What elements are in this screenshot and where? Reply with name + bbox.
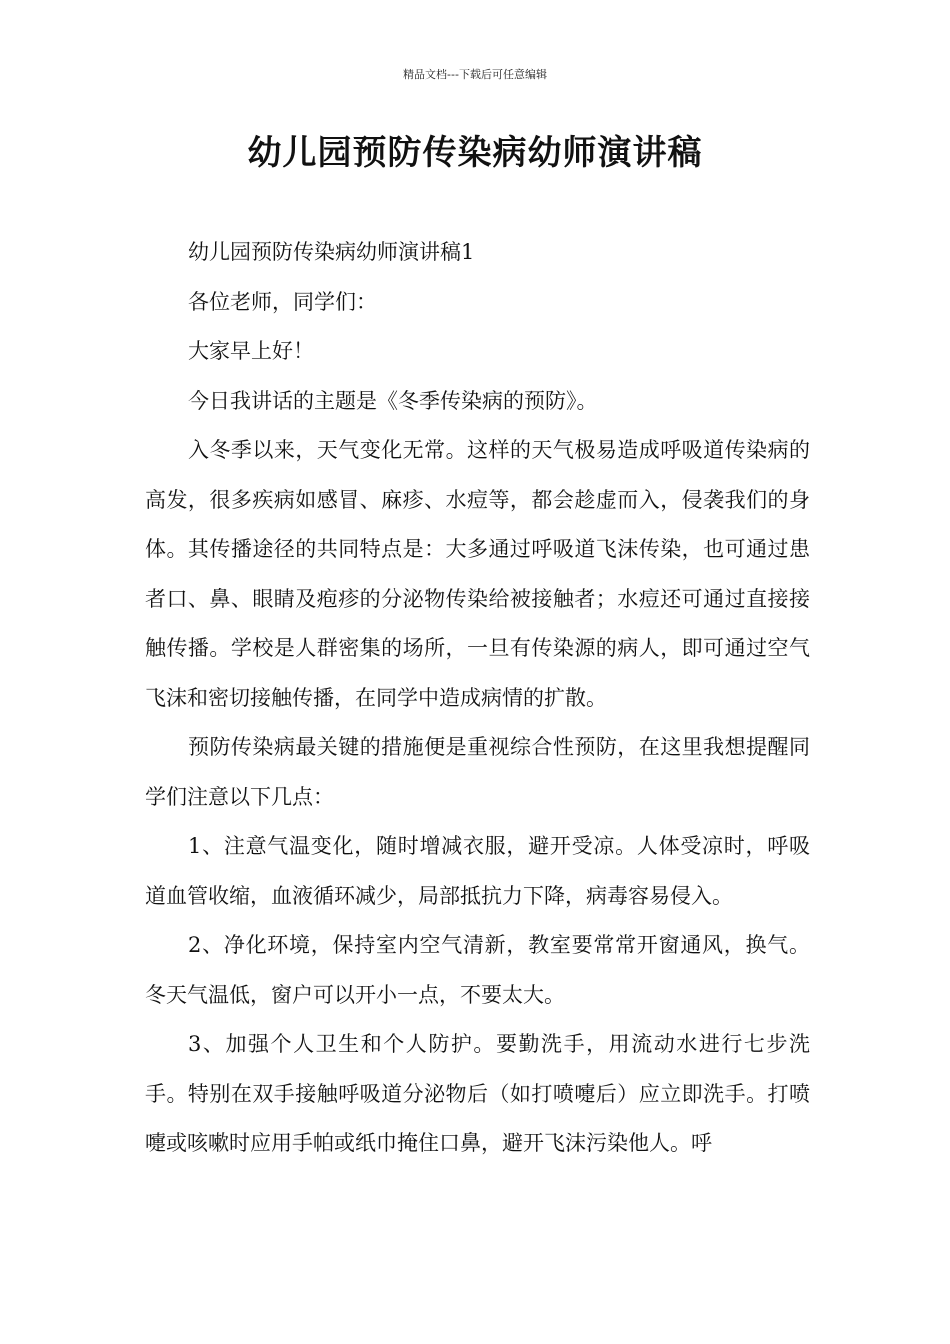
greeting-paragraph: 大家早上好！ [188,339,314,363]
list-item-paragraph: 1、注意气温变化，随时增减衣服，避开受凉。人体受凉时，呼吸道血管收缩，血液循环减少，局部抵抗力下降，病毒容易侵入。 [145,834,810,908]
header-note: 精品文档---下载后可任意编辑 [403,68,547,81]
list-item-paragraph: 2、净化环境，保持室内空气清新，教室要常常开窗通风，换气。冬天气温低，窗户可以开小一点，不要太大。 [145,933,810,1007]
subtitle-paragraph: 幼儿园预防传染病幼师演讲稿1 [188,240,475,264]
document-body [145,228,810,1169]
topic-paragraph: 今日我讲话的主题是《冬季传染病的预防》。 [188,388,598,413]
document-title: 幼儿园预防传染病幼师演讲稿 [247,133,703,173]
salutation-paragraph: 各位老师，同学们： [188,289,377,314]
list-item-paragraph: 3、加强个人卫生和个人防护。要勤洗手，用流动水进行七步洗手。特别在双手接触呼吸道分泌物后（如打喷嚏后）应立即洗手。打喷嚏或咳嗽时应用手帕或纸巾掩住口鼻，避开飞沫污染他人。呼 [145,1032,810,1155]
body-paragraph: 预防传染病最关键的措施便是重视综合性预防，在这里我想提醒同学们注意以下几点： [145,735,810,809]
body-paragraph: 入冬季以来，天气变化无常。这样的天气极易造成呼吸道传染病的高发，很多疾病如感冒、麻疹、水痘等，都会趁虚而入，侵袭我们的身体。其传播途径的共同特点是：大多通过呼吸道飞沫传染，也可通过患者口、鼻、眼睛及疱疹的分泌物传染给被接触者；水痘还可通过直接接触传播。学校是人群密集的场所，一旦有传染源的病人，即可通过空气飞沫和密切接触传播，在同学中造成病情的扩散。 [145,438,810,710]
